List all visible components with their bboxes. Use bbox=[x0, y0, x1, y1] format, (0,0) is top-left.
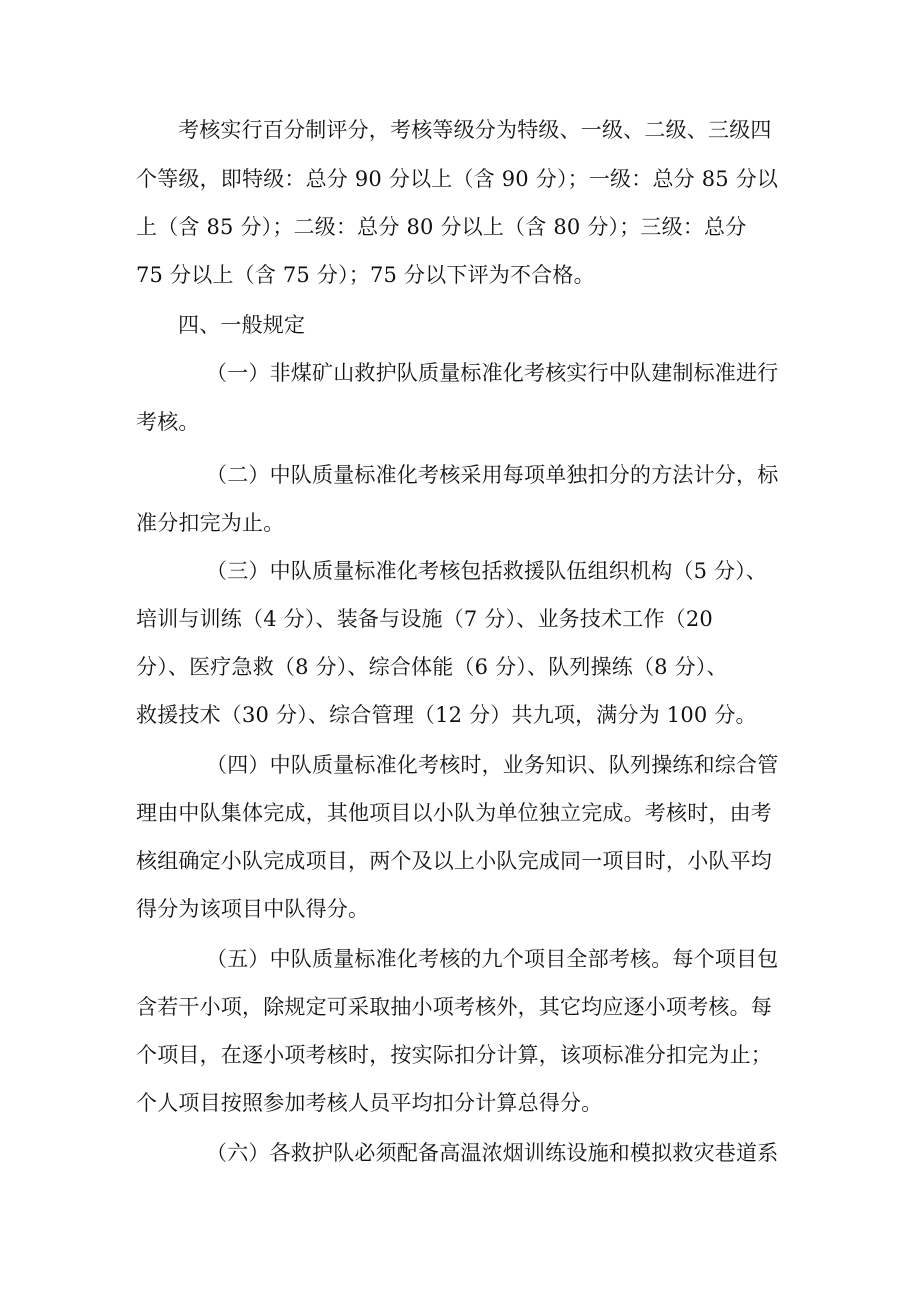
text-line: （五）中队质量标准化考核的九个项目全部考核。每个项目包 bbox=[206, 947, 779, 971]
text-line: 分）、医疗急救（8 分）、综合体能（6 分）、队列操练（8 分）、 bbox=[136, 655, 728, 679]
text-line: 准分扣完为止。 bbox=[136, 511, 285, 535]
text-line: 考核。 bbox=[136, 410, 200, 434]
text-line: 得分为该项目中队得分。 bbox=[136, 897, 370, 921]
text-line: （六）各救护队必须配备高温浓烟训练设施和模拟救灾巷道系 bbox=[206, 1141, 779, 1165]
text-line: 75 分以上（含 75 分）；75 分以下评为不合格。 bbox=[136, 263, 595, 287]
text-line: （二）中队质量标准化考核采用每项单独扣分的方法计分，标 bbox=[206, 463, 779, 487]
text-line: 个等级，即特级：总分 90 分以上（含 90 分）；一级：总分 85 分以 bbox=[136, 167, 779, 191]
text-line: 含若干小项，除规定可采取抽小项考核外，其它均应逐小项考核。每 bbox=[136, 995, 772, 1019]
text-line: 培训与训练（4 分）、装备与设施（7 分）、业务技术工作（20 bbox=[136, 607, 713, 631]
text-line: 核组确定小队完成项目，两个及以上小队完成同一项目时，小队平均 bbox=[136, 849, 772, 873]
text-line: （三）中队质量标准化考核包括救援队伍组织机构（5 分）、 bbox=[206, 559, 768, 583]
text-line: 理由中队集体完成，其他项目以小队为单位独立完成。考核时，由考 bbox=[136, 801, 772, 825]
section-heading: 四、一般规定 bbox=[178, 313, 306, 337]
text-line: （一）非煤矿山救护队质量标准化考核实行中队建制标准进行 bbox=[206, 361, 779, 385]
text-line: 考核实行百分制评分，考核等级分为特级、一级、二级、三级四 bbox=[178, 118, 772, 142]
text-line: 救援技术（30 分）、综合管理（12 分）共九项，满分为 100 分。 bbox=[136, 703, 757, 727]
text-line: 个人项目按照参加考核人员平均扣分计算总得分。 bbox=[136, 1091, 603, 1115]
text-line: （四）中队质量标准化考核时，业务知识、队列操练和综合管 bbox=[206, 753, 779, 777]
text-line: 个项目，在逐小项考核时，按实际扣分计算，该项标准分扣完为止； bbox=[136, 1043, 772, 1067]
text-line: 上（含 85 分）；二级：总分 80 分以上（含 80 分）；三级：总分 bbox=[136, 215, 747, 239]
